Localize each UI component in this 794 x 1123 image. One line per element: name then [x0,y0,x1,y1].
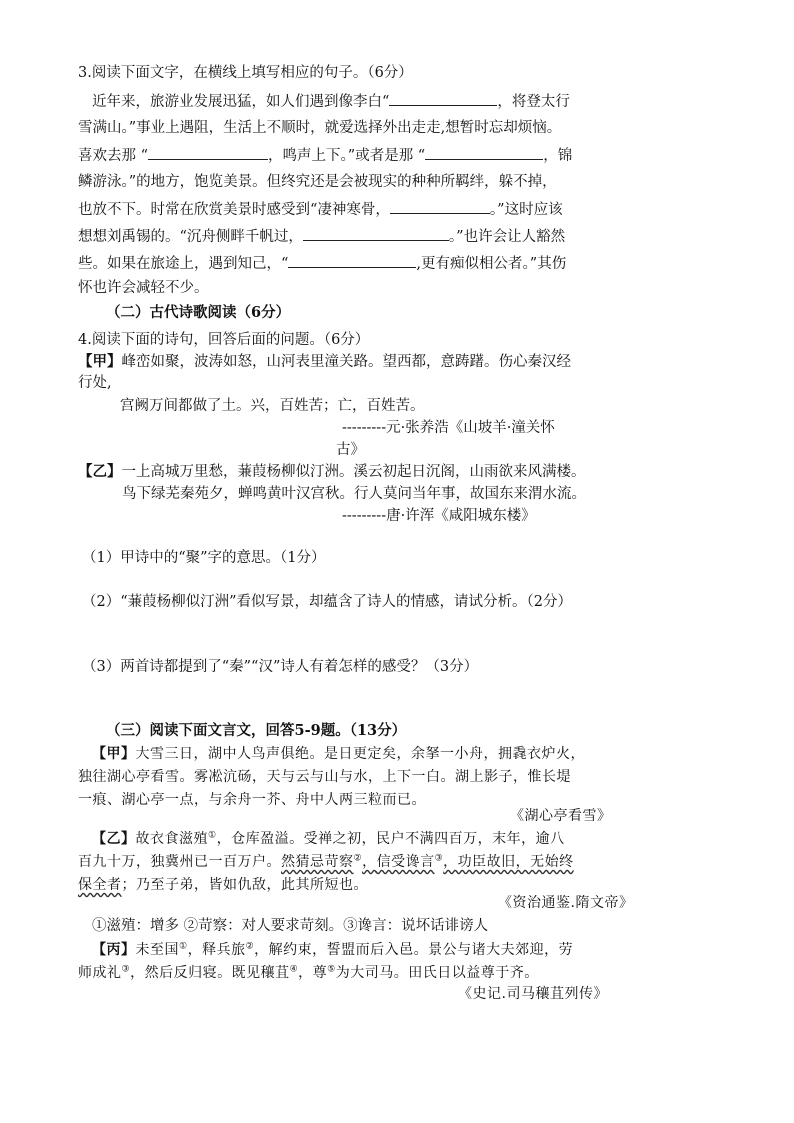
sec3-text: ，仓库盈溢。受禅之初，民户不满四百万，末年，逾八 [216,831,565,847]
sec3-text: ，尊 [298,965,328,981]
q3-line-2: 雪满山。”事业上遇阻，生活上不顺时，就爱选择外出走走,想暂时忘却烦恼。 [78,120,562,136]
q4-header: 4.阅读下面的诗句，回答后面的问题。（6分） [78,332,370,348]
q3-text: 喜欢去那 “ [78,148,149,164]
sec3-jia-line-2: 独往湖心亭看雪。雾凇沆砀，天与云与山与水，上下一白。湖上影子，惟长堤 [78,769,571,785]
footnote-marker: ① [179,941,188,952]
sec3-bing-line-2 [78,963,539,983]
wavy-underlined-phrase: 保全者 [78,877,122,893]
q3-blank-5[interactable] [303,226,449,241]
q4-jia-line-2: 行处, [78,375,112,391]
poem-jia-label: 【甲】 [78,353,122,370]
sec3-jia-source: 《湖心亭看雪》 [510,808,612,824]
sec3-text: 师成礼 [78,965,122,981]
section-3-title: （三）阅读下面文言文，回答5-9题。（13分） [106,722,407,739]
q3-blank-1[interactable] [389,91,497,106]
sec3-text: 故衣食滋殖 [135,831,208,847]
q3-line-1 [92,91,570,112]
q4-text: 峰峦如聚，波涛如怒，山河表里潼关路。望西都，意踌躇。伤心秦汉经 [121,354,571,370]
footnote-marker: ② [353,853,363,864]
sec3-text: 未至国 [135,942,179,958]
sec3-text: ，功臣故旧，无始终 [443,854,574,870]
text-jia-label: 【甲】 [92,746,136,762]
q4-jia-source-cont: 古》 [336,442,365,458]
footnote-marker: ① [208,830,217,841]
sec3-text: ， [362,854,377,870]
sec3-text: ，然后反归寝。既见穰苴 [130,965,290,981]
q3-line-6 [78,226,565,247]
q3-text: 想想刘禹锡的。“沉舟侧畔千帆过， [78,229,303,245]
sec3-yi-line-2 [78,852,574,872]
footnote-marker: ③ [434,853,444,864]
section-2-title: （二）古代诗歌阅读（6分） [106,304,291,321]
q3-line-4: 鳞游泳。”的地方，饱览美景。但终究还是会被现实的种种所羁绊，躲不掉， [78,174,557,190]
text-bing-label: 【丙】 [92,942,136,958]
q3-text: 。”也许会让人豁然 [448,229,566,245]
sec3-text: 百九十万，独冀州已一百万户。 [78,854,281,870]
q3-blank-2[interactable] [148,145,268,160]
q4-text: 一上高城万里愁，蒹葭杨柳似汀洲。溪云初起日沉阁，山雨欲来风满楼。 [121,464,586,480]
q3-line-3 [78,145,572,166]
sec3-text: ，解约束，誓盟而后入邑。景公与诸大夫郊迎，劳 [254,942,574,958]
q4-jia-line-1 [78,352,571,372]
q3-text: ,更有痴似相公者。”其伤 [416,256,567,272]
q3-text: ，锦 [543,148,573,164]
q3-blank-6[interactable] [288,253,416,268]
wavy-underlined-phrase: 然猜忌苛察 [281,854,354,870]
q4-sub-question-2: （2）“蒹葭杨柳似汀洲”看似写景，却蕴含了诗人的情感，请试分析。（2分） [82,594,573,610]
sec3-text: ；乃至子弟，皆如仇敌，此其所短也。 [121,877,368,893]
q4-sub-question-3: （3）两首诗都提到了“秦”“汉”诗人有着怎样的感受？（3分） [82,659,479,675]
q3-header: 3.阅读下面文字，在横线上填写相应的句子。（6分） [78,65,413,81]
sec3-bing-line-1 [92,940,573,960]
q3-blank-4[interactable] [390,199,490,214]
footnote-marker: ③ [121,964,131,975]
sec3-annotations: ①滋殖：增多 ②苛察：对人要求苛刻。③谗言：说坏话诽谤人 [92,918,489,934]
q3-text: 也放不下。时常在欣赏美景时感受到“凄神寒骨， [78,202,390,218]
footnote-marker: ⑤ [327,964,336,975]
q3-blank-3[interactable] [425,145,543,160]
footnote-marker: ② [245,941,255,952]
q3-line-7 [78,253,566,274]
q4-jia-line-3: 宫阙万间都做了土。兴，百姓苦；亡，百姓苦。 [120,398,425,414]
sec3-text: 大雪三日，湖中人鸟声俱绝。是日更定矣，余拏一小舟，拥毳衣炉火， [135,746,585,762]
footnote-marker: ④ [289,964,299,975]
q4-yi-line-1 [78,462,586,482]
wavy-underlined-phrase: 信受谗言 [376,854,435,870]
sec3-text: ，释兵旅 [187,942,246,958]
q3-text: 些。如果在旅途上，遇到知己，“ [78,256,289,272]
q4-jia-source: ---------元·张养浩《山坡羊·潼关怀 [342,420,555,436]
q4-yi-source: ---------唐·许浑《咸阳城东楼》 [342,508,536,524]
q3-line-8: 怀也许会减轻不少。 [78,280,209,296]
q4-yi-line-2: 鸟下绿芜秦苑夕，蝉鸣黄叶汉宫秋。行人莫问当年事，故国东来渭水流。 [122,486,586,502]
q3-text: ，将登太行 [497,94,570,110]
q4-sub-question-1: （1）甲诗中的“聚”字的意思。（1分） [82,550,326,566]
sec3-jia-line-3: 一痕、湖心亭一点，与余舟一芥、舟中人两三粒而已。 [78,792,426,808]
sec3-yi-line-3 [78,875,368,895]
poem-yi-label: 【乙】 [78,463,122,480]
q3-text: 。”这时应该 [489,202,563,218]
q3-line-5 [78,199,563,220]
sec3-text: 为大司马。田氏日以益尊于齐。 [335,965,539,981]
sec3-yi-line-1 [92,829,565,849]
q3-text: 近年来，旅游业发展迅猛，如人们遇到像李白“ [92,94,390,110]
sec3-jia-line-1 [92,744,585,764]
sec3-yi-source: 《资治通鉴.隋文帝》 [498,895,634,911]
text-yi-label: 【乙】 [92,831,136,847]
sec3-bing-source: 《史记.司马穰苴列传》 [458,986,608,1002]
q3-text: ，鸣声上下。”或者是那 “ [268,148,426,164]
